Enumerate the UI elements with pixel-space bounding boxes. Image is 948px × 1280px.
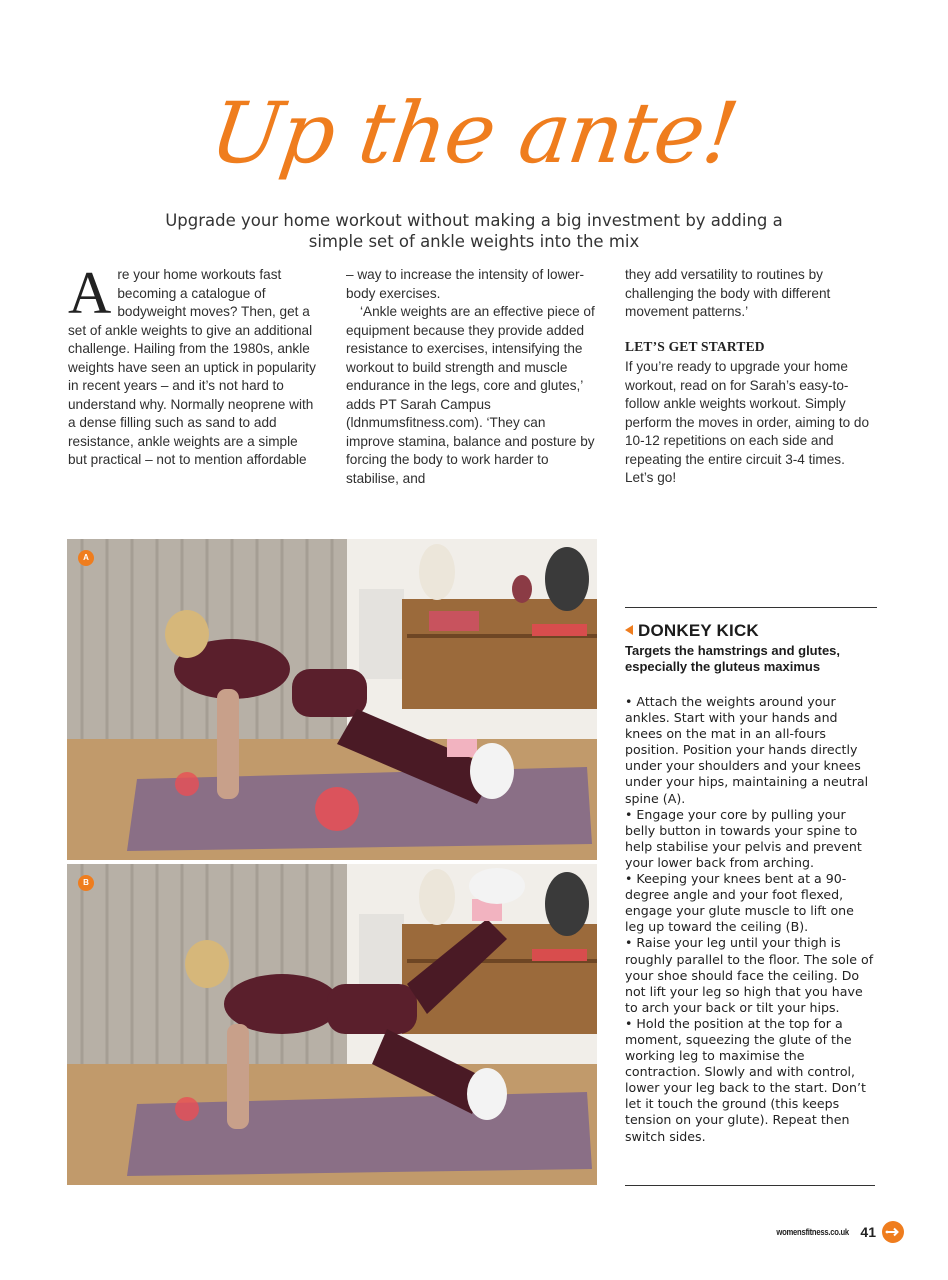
page-number: 41	[860, 1224, 876, 1240]
intro-col2-para1: – way to increase the intensity of lower-body exercises.	[346, 267, 585, 301]
website-url: womensfitness.co.uk	[776, 1227, 850, 1237]
photo-label-a: A	[78, 550, 94, 566]
photo-a-illustration	[67, 539, 597, 860]
intro-col3-para1: they add versatility to routines by challenging the body with different movement patterns.’	[625, 267, 831, 319]
intro-column-3	[625, 266, 875, 488]
intro-col1-text: re your home workouts fast becoming a catalogue of bodyweight moves? Then, get a set of ankle weights to give an additional challenge. Hailing from the 1980s, ankle weights have seen an uptick in popularity in recent years – and it’s not hard to understand why. Normally neoprene with a dense filling such as sand to add resistance, ankle weights are a simple but practical – not to mention affordable	[68, 267, 316, 467]
exercise-step: • Attach the weights around your ankles. Start with your hands and knees on the mat in an all-fours position. Position your hands directly under your shoulders and your knees under your hips, maintaining a neutral spine (A).	[625, 694, 869, 806]
section-subhead: LET’S GET STARTED	[625, 338, 765, 354]
photo-position-a	[67, 539, 597, 860]
photo-b-illustration	[67, 864, 597, 1185]
intro-col2-para2: ‘Ankle weights are an effective piece of equipment because they provide added resistance to exercises, intensifying the workout to build strength and muscle endurance in the legs, core and glutes,’ adds PT Sarah Campus (ldnmumsfitness.com). ‘They can improve stamina, balance and posture by forcing the body to work harder to stabilise, and	[346, 304, 595, 486]
intro-column-1	[68, 260, 318, 470]
photo-label-b: B	[78, 875, 94, 891]
exercise-step: • Hold the position at the top for a moment, squeezing the glute of the working leg to maximise the contraction. Slowly and with control, lower your leg back to the start. Don’t let it touch the ground (this keeps tension on your glute). Repeat then switch sides.	[625, 1015, 866, 1144]
exercise-name: DONKEY KICK	[638, 621, 759, 640]
standfirst: Upgrade your home workout without making a big investment by adding a simple set of ankle weights into the mix	[165, 211, 783, 251]
photo-position-b	[67, 864, 597, 1185]
exercise-title	[625, 621, 877, 641]
exercise-panel	[625, 607, 877, 1145]
drop-cap: A	[68, 260, 112, 326]
intro-column-2	[346, 266, 596, 488]
triangle-pointer-icon	[625, 625, 633, 635]
exercise-targets: Targets the hamstrings and glutes, especially the gluteus maximus	[625, 643, 841, 674]
panel-bottom-rule	[625, 1185, 875, 1186]
page-footer	[770, 1221, 904, 1243]
exercise-step: • Engage your core by pulling your belly button in towards your spine to help stabilise your pelvis and prevent your lower back from arching.	[625, 806, 862, 870]
article-title: Up the ante!	[204, 84, 744, 182]
next-page-arrow-icon[interactable]	[882, 1221, 904, 1243]
exercise-steps	[625, 694, 877, 1145]
exercise-step: • Keeping your knees bent at a 90-degree angle and your foot flexed, engage your glute muscle to lift one leg up toward the ceiling (B).	[625, 871, 854, 935]
exercise-step: • Raise your leg until your thigh is roughly parallel to the floor. The sole of your shoe should face the ceiling. Do not lift your leg so high that you have to arch your back or tilt your hips.	[625, 935, 874, 1015]
intro-col3-para2: If you’re ready to upgrade your home workout, read on for Sarah’s easy-to-follow ankle weights workout. Simply perform the moves in order, aiming to do 10-12 repetitions on each side and repeating the entire circuit 3-4 times. Let’s go!	[625, 359, 870, 485]
